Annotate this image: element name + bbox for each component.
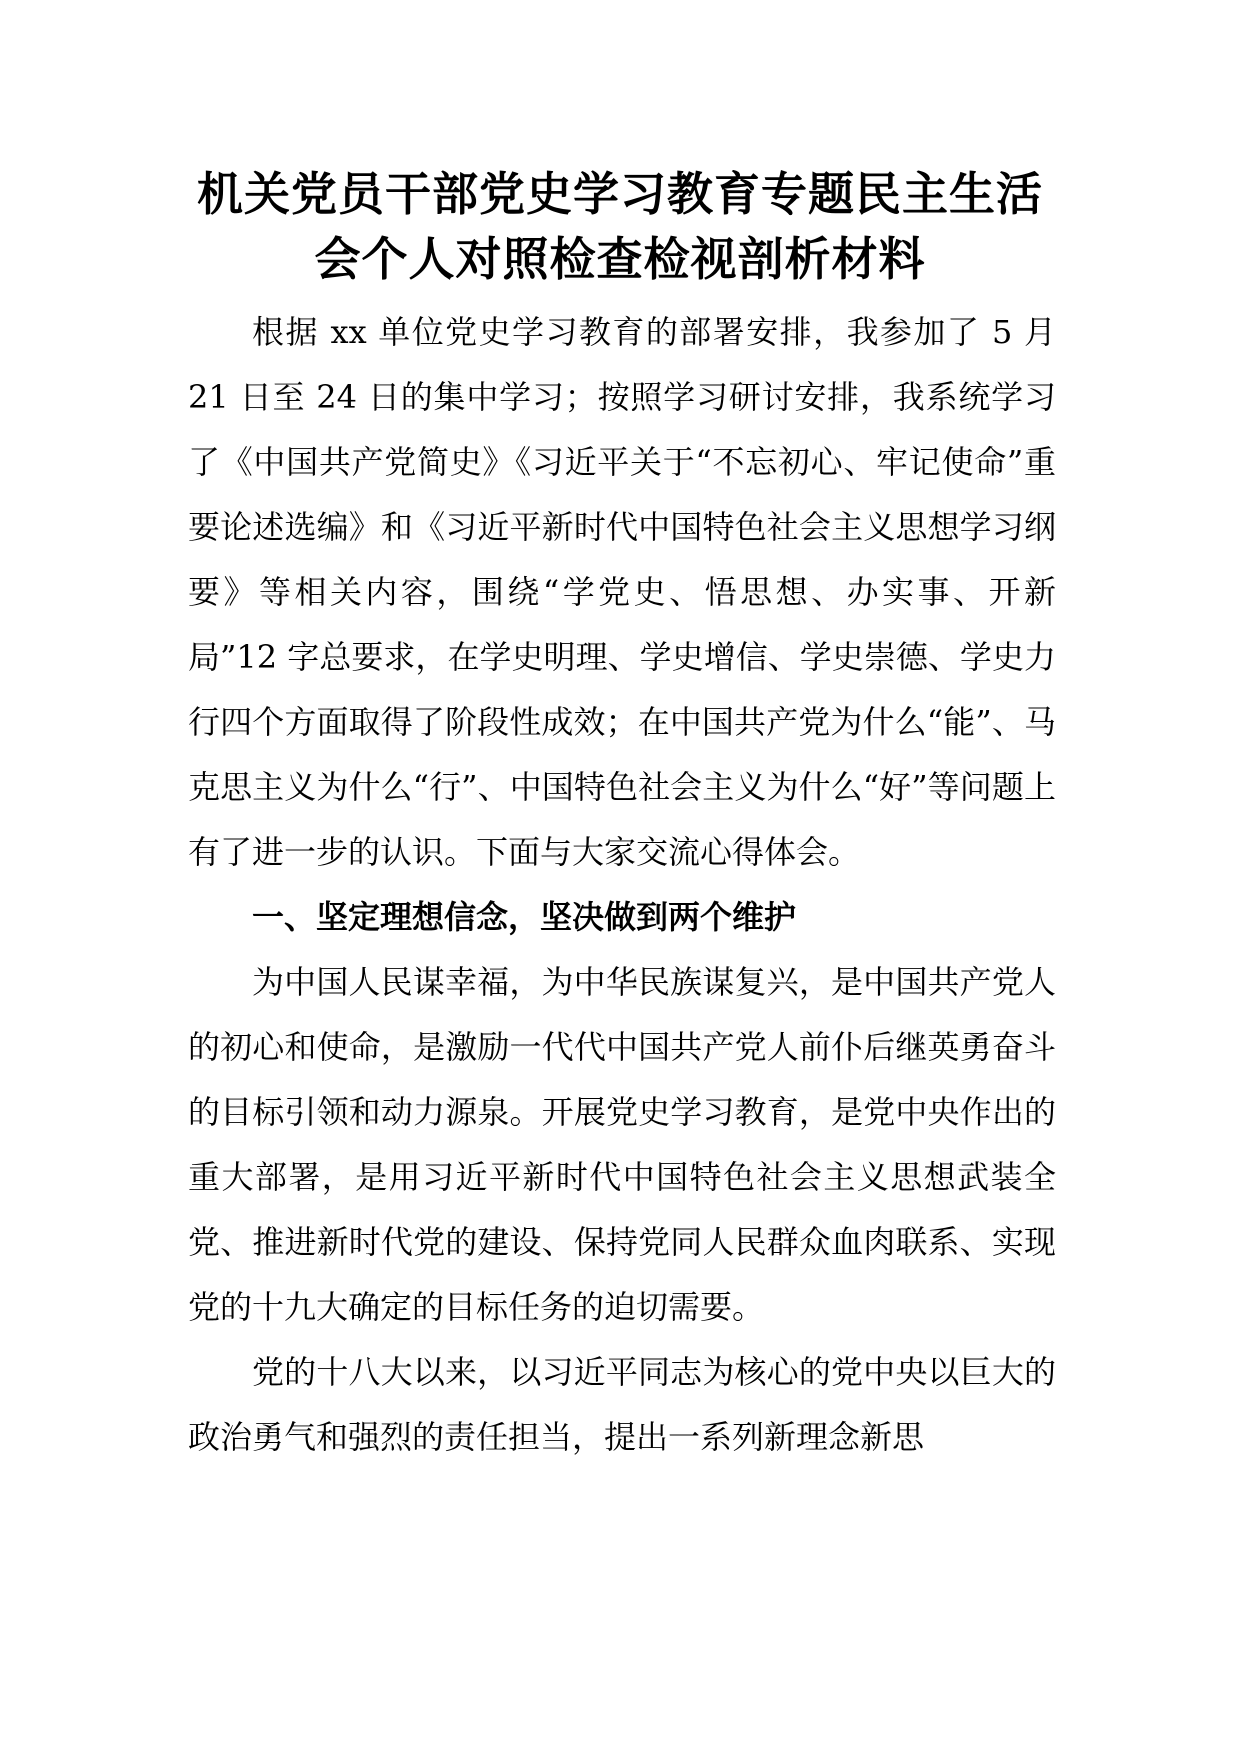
intro-paragraph: 根据 xx 单位党史学习教育的部署安排，我参加了 5 月 21 日至 24 日的集中学习；按照学习研讨安排，我系统学习了《中国共产党简史》《习近平关于“不忘初心、牢记使命”重要论述选编》和《习近平新时代中国特色社会主义思想学习纲要》等相关内容，围绕“学党史、悟思想、办实事、开新局”12 字总要求，在学史明理、学史增信、学史崇德、学史力行四个方面取得了阶段性成效；在中国共产党为什么“能”、马克思主义为什么“行”、中国特色社会主义为什么“好”等问题上有了进一步的认识。下面与大家交流心得体会。 bbox=[188, 313, 1056, 871]
title-line-2: 会个人对照检查检视剖析材料 bbox=[314, 232, 926, 286]
title-line-1: 机关党员干部党史学习教育专题民主生活 bbox=[197, 167, 1043, 221]
section-heading-1: 一、坚定理想信念，坚决做到两个维护 bbox=[252, 898, 797, 936]
section-1-paragraph-1: 为中国人民谋幸福，为中华民族谋复兴，是中国共产党人的初心和使命，是激励一代代中国共产党人前仆后继英勇奋斗的目标引领和动力源泉。开展党史学习教育，是党中央作出的重大部署，是用习近平新时代中国特色社会主义思想武装全党、推进新时代党的建设、保持党同人民群众血肉联系、实现党的十九大确定的目标任务的迫切需要。 bbox=[188, 963, 1056, 1326]
document-title bbox=[150, 162, 1090, 292]
section-1-paragraph-2: 党的十八大以来，以习近平同志为核心的党中央以巨大的政治勇气和强烈的责任担当，提出一系列新理念新思 bbox=[188, 1353, 1056, 1456]
document-body bbox=[188, 300, 1056, 1470]
